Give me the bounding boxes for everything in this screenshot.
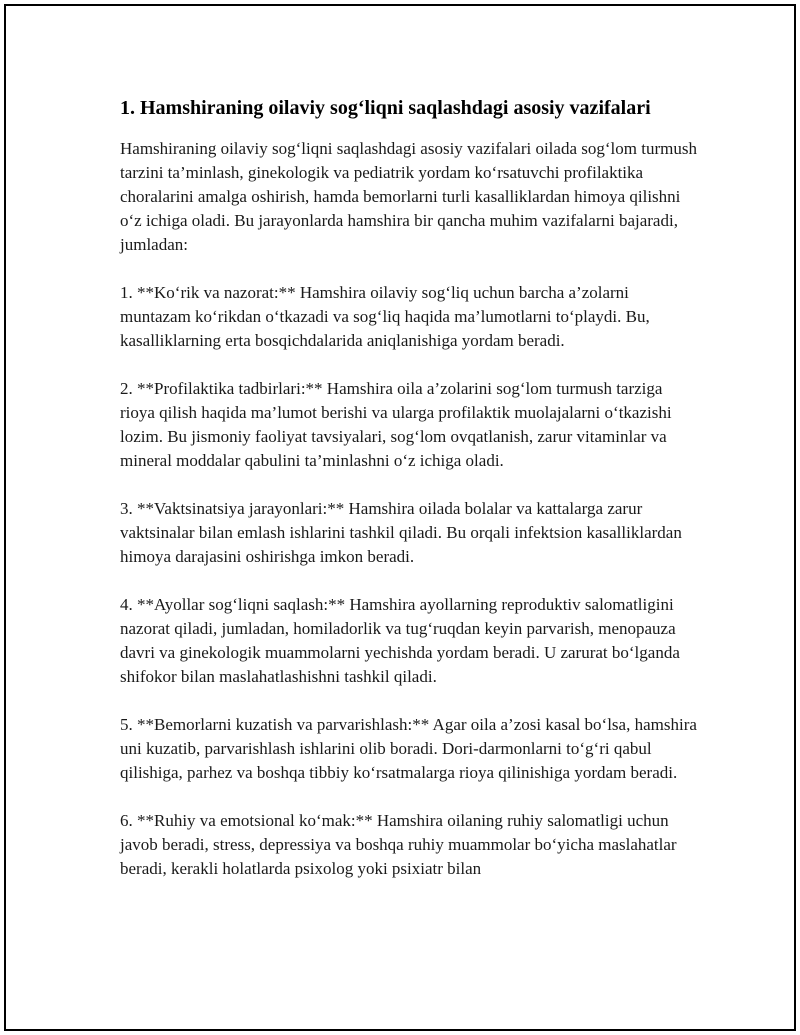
list-item-2: 2. **Profilaktika tadbirlari:** Hamshira oila a’zolarini sog‘lom turmush tarziga rioya qilish haqida ma’lumot berishi va ularga profilaktik muolajalarni o‘tkazishi lozim. Bu jismoniy faoliyat tavsiyalari, sog‘lom ovqatlanish, zarur vitaminlar va mineral moddalar qabulini ta’minlashni o‘z ichiga oladi. [120, 379, 672, 470]
list-item-5: 5. **Bemorlarni kuzatish va parvarishlash:** Agar oila a’zosi kasal bo‘lsa, hamshira uni kuzatib, parvarishlash ishlarini olib boradi. Dori-darmonlarni to‘g‘ri qabul qilishiga, parhez va boshqa tibbiy ko‘rsatmalarga rioya qilinishiga yordam beradi. [120, 715, 697, 782]
document-title: 1. Hamshiraning oilaviy sog‘liqni saqlashdagi asosiy vazifalari [120, 97, 651, 119]
list-item-1: 1. **Ko‘rik va nazorat:** Hamshira oilaviy sog‘liq uchun barcha a’zolarni muntazam ko‘rikdan o‘tkazadi va sog‘liq haqida ma’lumotlarni to‘playdi. Bu, kasalliklarning erta bosqichdalarida aniqlanishiga yordam beradi. [120, 283, 650, 350]
document-body [120, 95, 700, 905]
list-item-3: 3. **Vaktsinatsiya jarayonlari:** Hamshira oilada bolalar va kattalarga zarur vaktsinalar bilan emlash ishlarini tashkil qiladi. Bu orqali infektsion kasalliklardan himoya darajasini oshirishga imkon beradi. [120, 499, 682, 566]
list-item-4: 4. **Ayollar sog‘liqni saqlash:** Hamshira ayollarning reproduktiv salomatligini nazorat qiladi, jumladan, homiladorlik va tug‘ruqdan keyin parvarish, menopauza davri va ginekologik muammolarni yechishda yordam beradi. U zarurat bo‘lganda shifokor bilan maslahatlashishni tashkil qiladi. [120, 595, 680, 686]
intro-paragraph: Hamshiraning oilaviy sog‘liqni saqlashdagi asosiy vazifalari oilada sog‘lom turmush tarzini ta’minlash, ginekologik va pediatrik yordam ko‘rsatuvchi profilaktika choralarini amalga oshirish, hamda bemorlarni turli kasalliklardan himoya qilishni o‘z ichiga oladi. Bu jarayonlarda hamshira bir qancha muhim vazifalarni bajaradi, jumladan: [120, 139, 697, 254]
list-item-6: 6. **Ruhiy va emotsional ko‘mak:** Hamshira oilaning ruhiy salomatligi uchun javob beradi, stress, depressiya va boshqa ruhiy muammolar bo‘yicha maslahatlar beradi, kerakli holatlarda psixolog yoki psixiatr bilan [120, 811, 677, 878]
document-page [4, 4, 796, 1031]
